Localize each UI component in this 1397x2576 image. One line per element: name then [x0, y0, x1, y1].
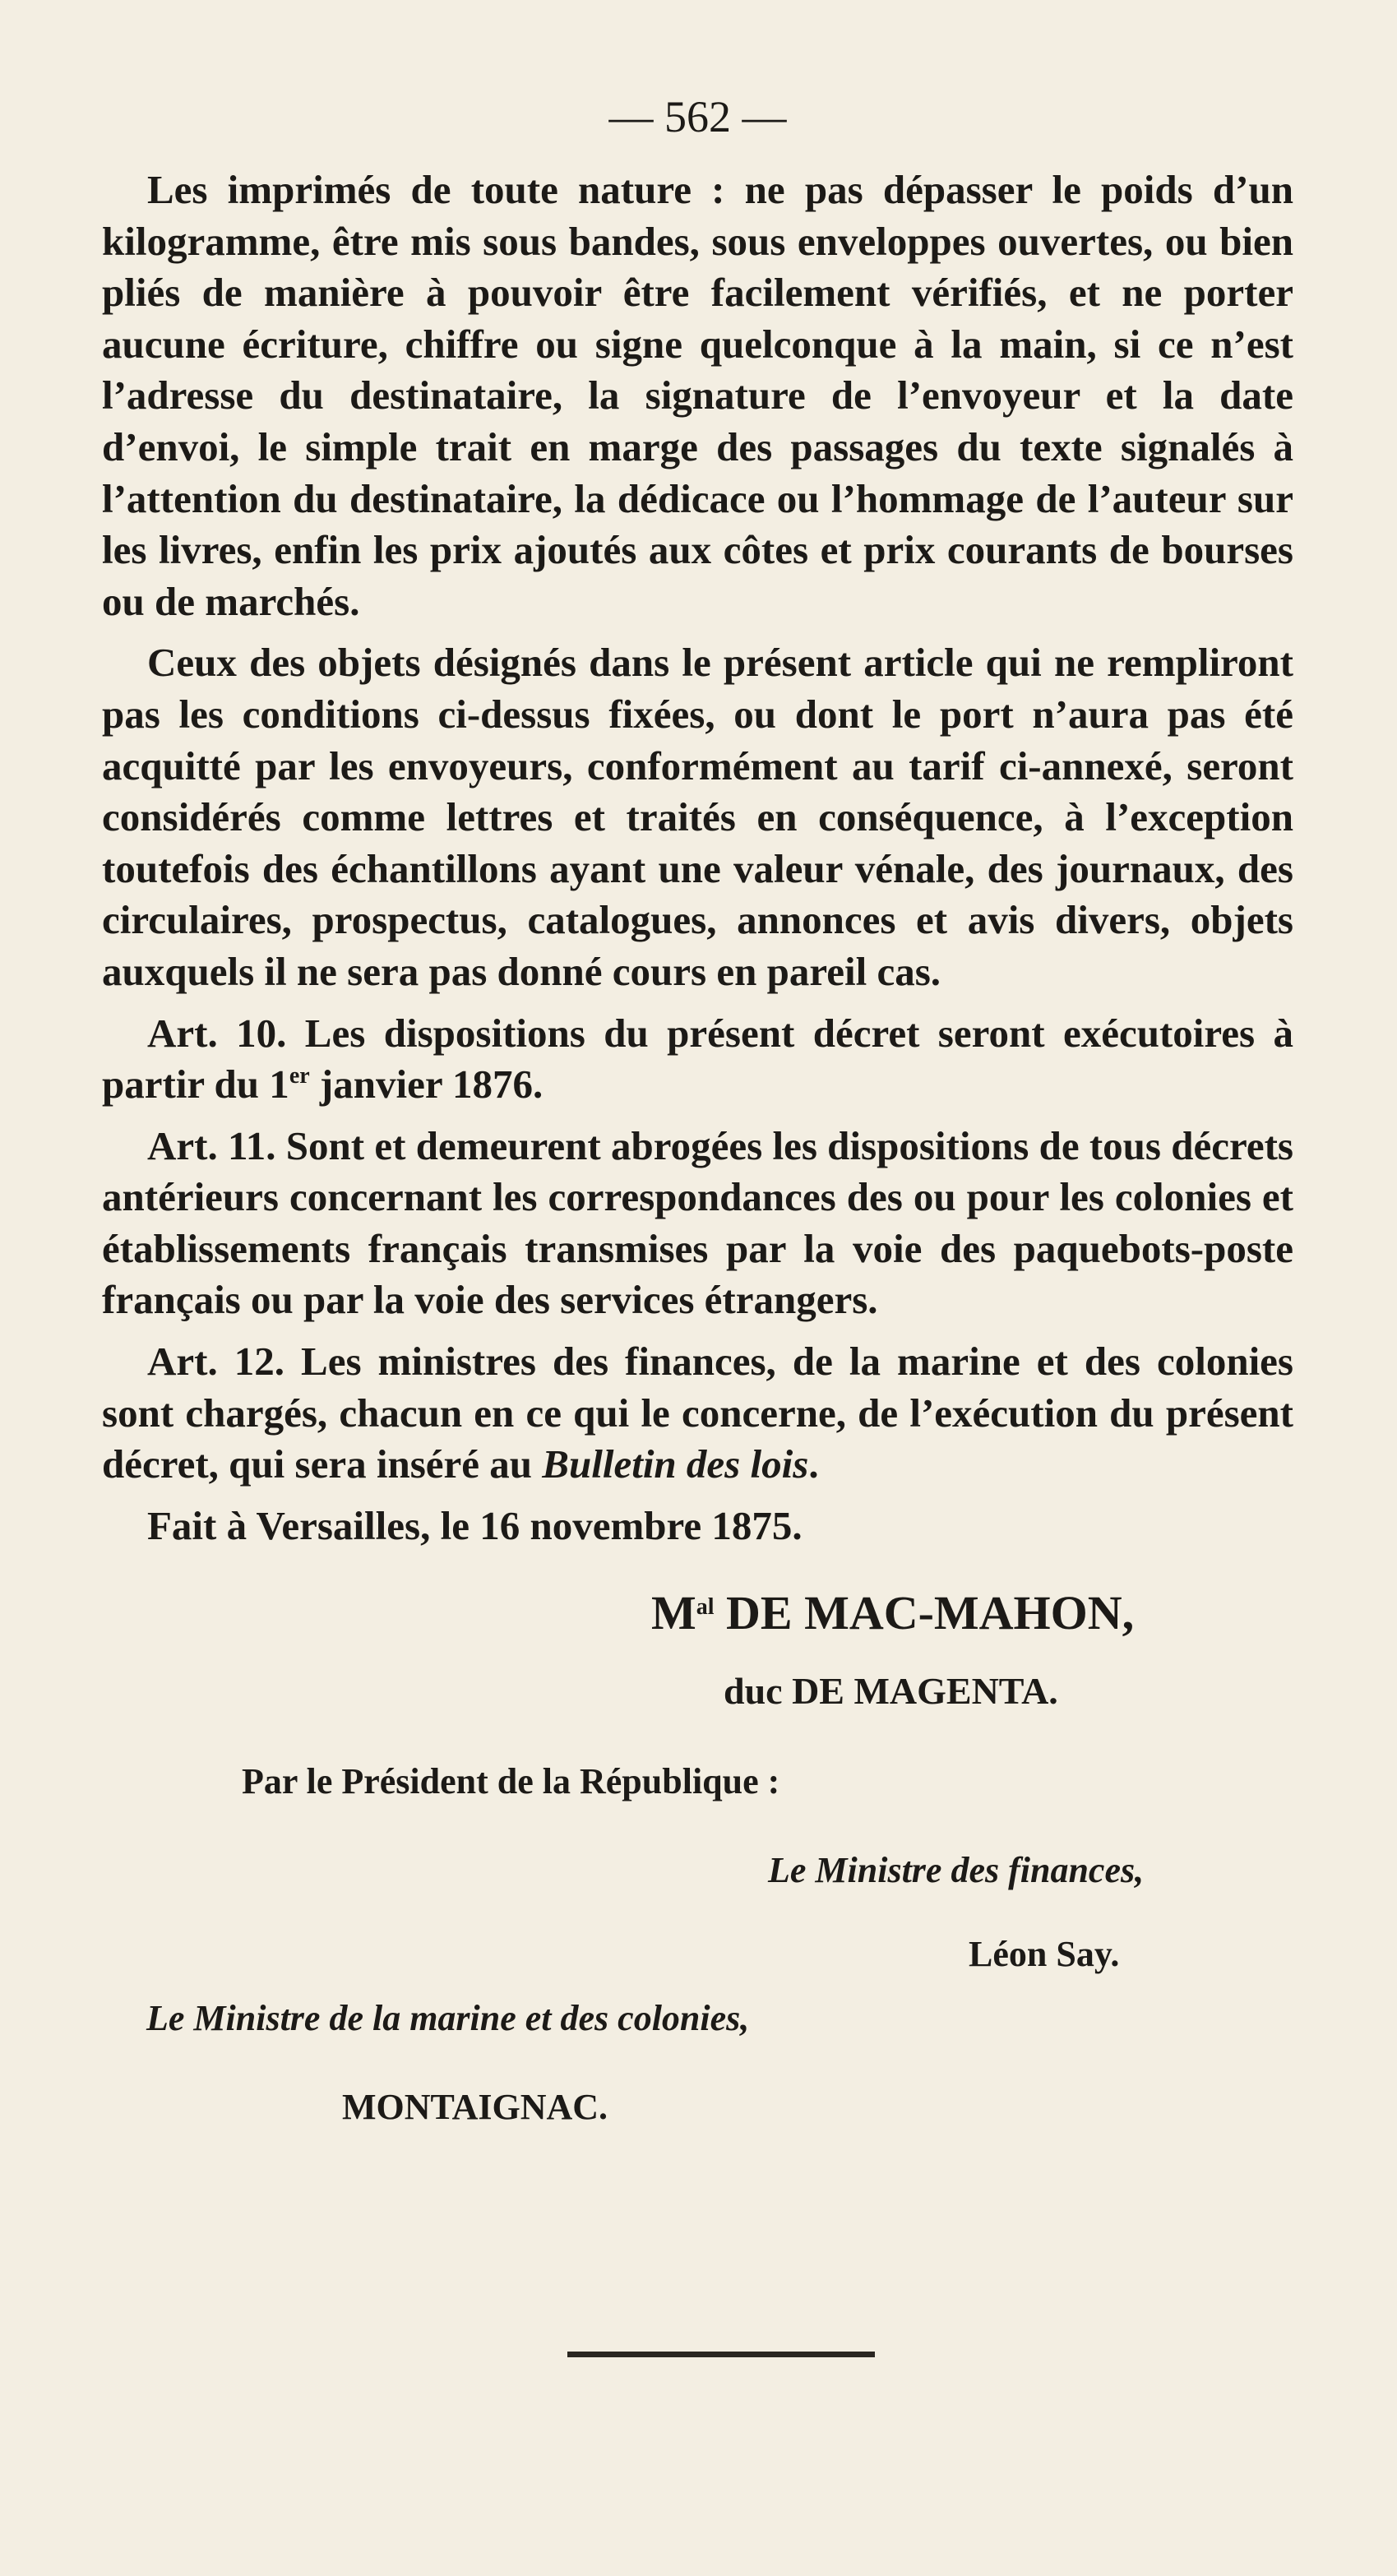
- end-rule: [567, 2352, 875, 2357]
- marine-minister-title: Le Ministre de la marine et des colonies,: [146, 1998, 750, 2039]
- signature-block: [102, 1584, 1293, 2132]
- paragraph-non-compliant-items: Ceux des objets désignés dans le présent article qui ne rempliront pas les conditions ci-dessus fixées, ou dont le port n’aura pas été acquitté par les envoyeurs, conformément au tarif ci-annexé, seront considérés comme lettres et traités en conséquence, à l’exception toutefois des échantillons ayant une valeur vénale, des journaux, des circulaires, prospectus, catalogues, annonces et avis divers, objets auxquels il ne sera pas donné cours en pareil cas.: [102, 640, 1293, 994]
- article-10-text: Art. 10. Les dispositions du présent décret seront exécutoires à partir du 1: [102, 1010, 1293, 1108]
- by-president-line: Par le Président de la République :: [242, 1761, 780, 1802]
- marine-minister-name: MONTAIGNAC.: [342, 2087, 608, 2128]
- marshal-signature: [651, 1584, 1293, 1642]
- marshal-superscript: al: [696, 1594, 715, 1621]
- article-12-text: Art. 12. Les ministres des finances, de la marine et des colonies sont chargés, chacun en ce qui le concerne, de l’exécution du présent décret, qui sera inséré au: [102, 1339, 1293, 1487]
- finance-minister-name: Léon Say.: [969, 1934, 1120, 1975]
- article-12-bulletin: Bulletin des lois: [542, 1441, 809, 1487]
- article-12: [102, 1336, 1293, 1491]
- marshal-prefix: M: [651, 1586, 696, 1640]
- finance-minister-title: Le Ministre des finances,: [768, 1850, 1145, 1891]
- article-10-superscript: er: [289, 1063, 310, 1089]
- article-10: [102, 1008, 1293, 1111]
- paragraph-printed-matter: Les imprimés de toute nature : ne pas dépasser le poids d’un kilogramme, être mis sous bandes, sous enveloppes ouvertes, ou bien pliés de manière à pouvoir être facilement vérifiés, et ne porter aucune écriture, chiffre ou signe quelconque à la main, si ce n’est l’adresse du destinataire, la signature de l’envoyeur et la date d’envoi, le simple trait en marge des passages du texte signalés à l’attention du destinataire, la dédicace ou l’hommage de l’auteur sur les livres, enfin les prix ajoutés aux côtes et prix courants de bourses ou de marchés.: [102, 167, 1293, 624]
- article-12-end: .: [808, 1441, 819, 1487]
- marshal-title: duc DE MAGENTA.: [724, 1670, 1058, 1713]
- marshal-name: DE MAC-MAHON,: [714, 1586, 1135, 1640]
- article-11: Art. 11. Sont et demeurent abrogées les dispositions de tous décrets antérieurs concernant les correspondances des ou pour les colonies et établissements français transmises par la voie des paquebots-poste français ou par la voie des services étrangers.: [102, 1122, 1293, 1323]
- article-10-date: janvier 1876.: [309, 1061, 544, 1108]
- done-at-line: Fait à Versailles, le 16 novembre 1875.: [147, 1502, 803, 1548]
- decree-body: [102, 164, 1293, 1552]
- page-number: — 562 —: [608, 92, 787, 141]
